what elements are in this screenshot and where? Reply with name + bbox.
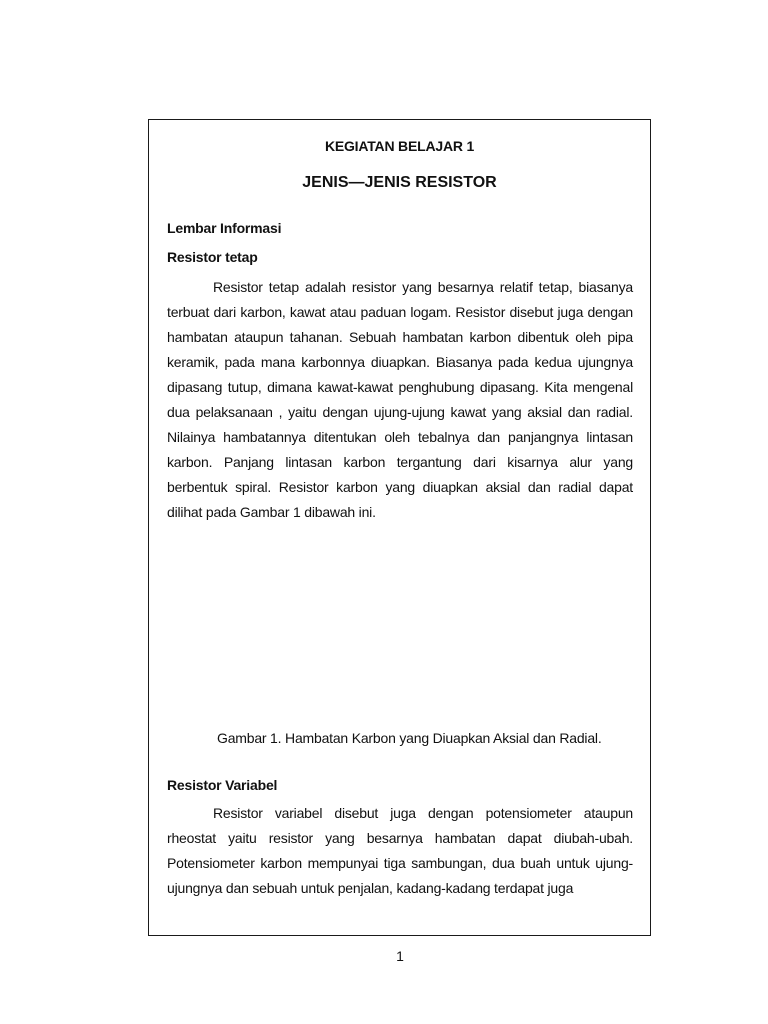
variable-resistor-heading: Resistor Variabel: [167, 777, 278, 793]
info-heading: Lembar Informasi: [167, 220, 282, 236]
variable-resistor-paragraph: Resistor variabel disebut juga dengan potensiometer ataupun rheostat yaitu resistor yang besarnya hambatan dapat diubah-ubah. Potensiometer karbon mempunyai tiga sambungan, dua buah untuk ujung-ujungnya dan sebuah untuk penjalan, kadang-kadang terdapat juga: [167, 805, 633, 896]
fixed-resistor-paragraph: Resistor tetap adalah resistor yang besarnya relatif tetap, biasanya terbuat dari karbon, kawat atau paduan logam. Resistor disebut juga dengan hambatan ataupun tahanan. Sebuah hambatan karbon dibentuk oleh pipa keramik, pada mana karbonnya diuapkan. Biasanya pada kedua ujungnya dipasang tutup, dimana kawat-kawat penghubung dipasang. Kita mengenal dua pelaksanaan , yaitu dengan ujung-ujung kawat yang aksial dan radial. Nilainya hambatannya ditentukan oleh tebalnya dan panjangnya lintasan karbon. Panjang lintasan karbon tergantung dari kisarnya alur yang berbentuk spiral. Resistor karbon yang diuapkan aksial dan radial dapat dilihat pada Gambar 1 dibawah ini.: [167, 279, 633, 520]
figure-placeholder: [167, 535, 633, 695]
page-frame: [148, 119, 651, 936]
figure-caption: Gambar 1. Hambatan Karbon yang Diuapkan Aksial dan Radial.: [217, 730, 602, 746]
fixed-resistor-heading: Resistor tetap: [167, 249, 258, 265]
page-number: 1: [396, 948, 404, 964]
chapter-title: JENIS—JENIS RESISTOR: [302, 174, 497, 191]
activity-title: KEGIATAN BELAJAR 1: [324, 138, 475, 154]
